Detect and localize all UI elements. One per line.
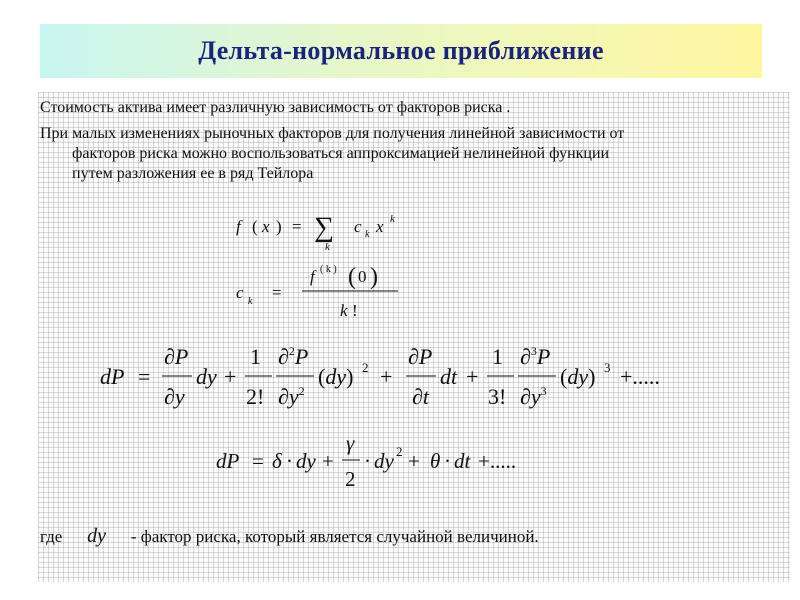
svg-text:(dy): (dy) bbox=[560, 364, 596, 389]
svg-text:0: 0 bbox=[358, 267, 367, 286]
svg-text:·: · bbox=[444, 449, 451, 473]
svg-text:3: 3 bbox=[604, 360, 611, 375]
svg-text:θ: θ bbox=[430, 449, 441, 473]
svg-text:dt: dt bbox=[454, 449, 471, 473]
dp-expansion-formula bbox=[100, 340, 680, 412]
svg-text:f: f bbox=[236, 217, 241, 236]
svg-text:=: = bbox=[292, 217, 302, 236]
svg-text:∂t: ∂t bbox=[412, 384, 429, 409]
svg-text:k: k bbox=[248, 296, 253, 307]
coefficient-formula bbox=[230, 258, 430, 324]
svg-text:k: k bbox=[325, 241, 330, 253]
svg-text:+: + bbox=[466, 364, 479, 389]
paragraph-line-2: факторов риска можно воспользоваться аппроксимацией нелинейной функции bbox=[72, 145, 610, 162]
svg-text:2: 2 bbox=[362, 360, 369, 375]
svg-text:dy: dy bbox=[296, 449, 316, 473]
svg-text:(: ( bbox=[348, 264, 356, 290]
delta-gamma-theta-formula bbox=[212, 430, 552, 492]
svg-text:dP: dP bbox=[216, 449, 240, 473]
taylor-series-formula bbox=[230, 204, 450, 254]
svg-text:∑: ∑ bbox=[314, 212, 334, 243]
svg-text:dy: dy bbox=[196, 364, 217, 389]
paragraph-asset-value: Стоимость актива имеет различную зависимость от факторов риска . bbox=[40, 99, 511, 116]
svg-text:γ: γ bbox=[346, 431, 355, 455]
svg-text:1: 1 bbox=[250, 344, 261, 369]
svg-text:k: k bbox=[340, 301, 348, 320]
svg-text:k: k bbox=[390, 213, 395, 225]
svg-text:x: x bbox=[262, 217, 270, 236]
svg-text:+: + bbox=[224, 364, 237, 389]
svg-text:!: ! bbox=[352, 301, 358, 320]
slide-title: Дельта-нормальное приближение bbox=[198, 36, 604, 65]
dy-symbol: dy bbox=[87, 525, 107, 547]
svg-text:·: · bbox=[286, 449, 293, 473]
svg-text:): ) bbox=[276, 217, 282, 236]
svg-text:∂y: ∂y bbox=[164, 384, 185, 409]
svg-text:+.....: +..... bbox=[478, 449, 517, 473]
svg-text:∂P: ∂P bbox=[164, 344, 189, 369]
svg-text:=: = bbox=[138, 364, 151, 389]
svg-text:=: = bbox=[272, 283, 282, 302]
svg-text:+: + bbox=[408, 449, 420, 473]
svg-text:2: 2 bbox=[345, 467, 356, 491]
svg-text:3!: 3! bbox=[488, 384, 507, 409]
svg-text:=: = bbox=[252, 449, 264, 473]
svg-text:+: + bbox=[322, 449, 334, 473]
svg-text:c: c bbox=[236, 283, 244, 302]
paragraph-taylor-intro bbox=[40, 124, 785, 184]
svg-text:δ: δ bbox=[272, 449, 282, 473]
svg-text:2: 2 bbox=[396, 444, 403, 459]
svg-text:): ) bbox=[370, 264, 378, 290]
svg-text:c: c bbox=[354, 217, 362, 236]
svg-text:f: f bbox=[310, 267, 315, 286]
paragraph-line-3: путем разложения ее в ряд Тейлора bbox=[72, 165, 314, 182]
paragraph-line-1: При малых изменениях рыночных факторов для получения линейной зависимости от bbox=[40, 125, 625, 142]
title-bar bbox=[40, 24, 762, 78]
svg-text:(: ( bbox=[252, 217, 258, 236]
svg-text:dy: dy bbox=[374, 449, 394, 473]
svg-text:dP: dP bbox=[100, 364, 125, 389]
svg-text:(dy): (dy) bbox=[318, 364, 354, 389]
svg-text:+.....: +..... bbox=[620, 364, 660, 389]
svg-text:∂y3: $\partial y^3$ bbox=[520, 384, 547, 409]
svg-text:∂3P: ∂$^3$P bbox=[520, 344, 551, 369]
svg-text:∂2P: ∂$^2$P bbox=[278, 344, 309, 369]
svg-text:∂P: ∂P bbox=[408, 344, 433, 369]
svg-text:+: + bbox=[380, 364, 393, 389]
where-description: - фактор риска, который является случайной величиной. bbox=[130, 527, 539, 546]
svg-text:∂y2: $\partial y^2$ bbox=[278, 384, 305, 409]
svg-text:1: 1 bbox=[492, 344, 503, 369]
svg-text:2!: 2! bbox=[246, 384, 265, 409]
svg-text:( k ): ( k ) bbox=[320, 264, 337, 275]
svg-text:·: · bbox=[364, 449, 371, 473]
svg-text:x: x bbox=[376, 217, 384, 236]
where-clause bbox=[40, 526, 539, 547]
where-prefix: где bbox=[40, 527, 63, 546]
svg-text:dt: dt bbox=[440, 364, 458, 389]
svg-text:k: k bbox=[365, 229, 370, 240]
